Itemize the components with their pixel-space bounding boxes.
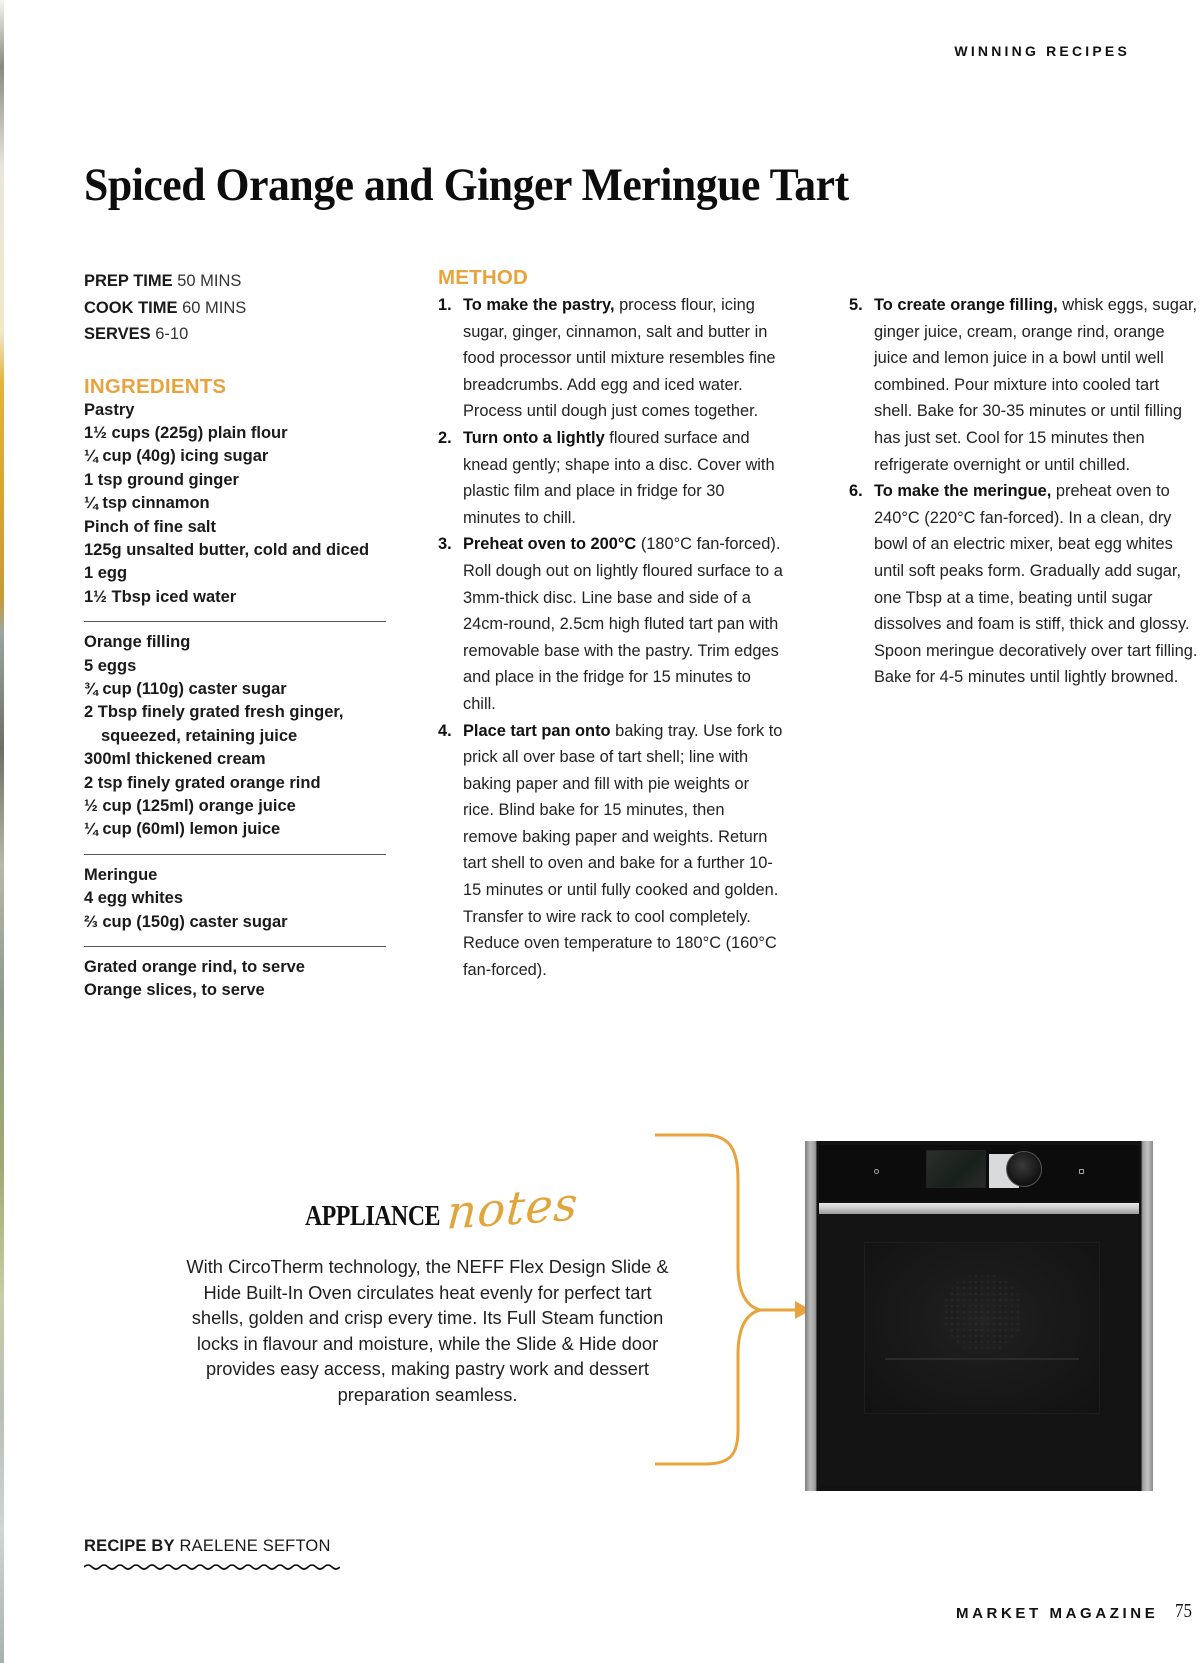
- oven-door: [819, 1214, 1139, 1486]
- oven-knob-icon: [1006, 1151, 1042, 1187]
- ingredient-item: 1 tsp ground ginger: [84, 470, 239, 489]
- ingredient-item: 125g unsalted butter, cold and diced: [84, 540, 370, 559]
- oven-product-image: [805, 1141, 1153, 1491]
- step-text: (180°C fan-forced). Roll dough out on lightly floured surface to a 3mm-thick disc. Line base and side of a 24cm-round, 2.5cm high fluted tart pan with removable base with the pastry. Trim edges and place in the fridge for 15 minutes to chill.: [463, 535, 783, 713]
- cook-time: [84, 295, 384, 322]
- appliance-notes-title: [305, 1176, 625, 1245]
- serves: [84, 321, 384, 348]
- method-step: [438, 718, 783, 984]
- method-heading: METHOD: [438, 266, 529, 289]
- oven-button-icon: [874, 1169, 879, 1174]
- step-text: process flour, icing sugar, ginger, cinnamon, salt and butter in food processor until mixture resembles fine breadcrumbs. Add egg and iced water. Process until dough just comes together.: [463, 296, 776, 421]
- prep-time-value: 50 MINS: [177, 272, 242, 290]
- method-step: [438, 292, 783, 425]
- divider: [84, 621, 386, 622]
- step-lead: To create orange filling,: [874, 296, 1058, 314]
- section-label: WINNING RECIPES: [954, 43, 1130, 59]
- ingredient-item: 2 tsp finely grated orange rind: [84, 773, 321, 792]
- ingredient-item: 5 eggs: [84, 656, 137, 675]
- curly-brace-arrow-icon: [655, 1130, 815, 1470]
- method-steps: [849, 292, 1200, 691]
- prep-time-label: PREP TIME: [84, 272, 173, 290]
- magazine-name: MARKET MAGAZINE: [956, 1605, 1159, 1622]
- step-lead: Place tart pan onto: [463, 721, 611, 740]
- ingredient-item: 1½ cups (225g) plain flour: [84, 423, 288, 442]
- page-number: 75: [1175, 1600, 1192, 1622]
- ingredient-item: Orange slices, to serve: [84, 981, 265, 1000]
- ingredient-item: 300ml thickened cream: [84, 750, 266, 769]
- step-number: 1.: [438, 296, 452, 314]
- cook-time-value: 60 MINS: [182, 298, 247, 317]
- appliance-word: APPLIANCE: [305, 1200, 441, 1232]
- divider: [84, 854, 386, 855]
- ingredient-group-title: Pastry: [84, 400, 135, 419]
- oven-button-icon: [1079, 1169, 1084, 1174]
- ingredient-item: Pinch of fine salt: [84, 517, 217, 536]
- step-lead: To make the meringue,: [874, 482, 1052, 501]
- ingredient-group-meringue: [84, 864, 384, 934]
- step-text: whisk eggs, sugar, ginger juice, cream, orange rind, orange juice and lemon juice in a bowl until well combined. Pour mixture into cooled tart shell. Bake for 30-35 minutes or until filling has just set. Cool for 15 minutes then refrigerate overnight or until chilled.: [874, 296, 1198, 474]
- appliance-notes-body: With CircoTherm technology, the NEFF Flex Design Slide & Hide Built-In Oven circulates heat evenly for perfect tart shells, golden and crisp every time. Its Full Steam function locks in flavour and moisture, while the Slide & Hide door provides easy access, making pastry work and dessert preparation seamless.: [186, 1256, 669, 1405]
- ingredient-item: 1 egg: [84, 564, 128, 583]
- step-lead: Preheat oven to 200°C: [463, 535, 637, 554]
- ingredient-item: ¾ cup (110g) caster sugar: [84, 679, 287, 698]
- method-column-2: [849, 265, 1200, 691]
- recipe-author: RAELENE SEFTON: [179, 1537, 331, 1555]
- step-number: 3.: [438, 535, 452, 554]
- recipe-by-label: RECIPE BY: [84, 1537, 175, 1555]
- oven-display: [926, 1150, 986, 1188]
- method-step: [438, 531, 783, 717]
- ingredient-item: Grated orange rind, to serve: [84, 958, 305, 977]
- oven-rack: [885, 1358, 1079, 1360]
- ingredient-item: ¼ cup (60ml) lemon juice: [84, 820, 281, 839]
- serves-value: 6-10: [155, 325, 189, 343]
- ingredient-item: ⅔ cup (150g) caster sugar: [84, 912, 288, 931]
- ingredient-group-title: Orange filling: [84, 633, 191, 652]
- ingredient-item: ¼ tsp cinnamon: [84, 494, 210, 513]
- oven-window: [864, 1242, 1100, 1414]
- ingredient-group-pastry: [84, 399, 384, 610]
- ingredient-item: 4 egg whites: [84, 889, 184, 908]
- step-lead: Turn onto a lightly: [463, 428, 605, 447]
- method-column-1: [438, 265, 783, 983]
- ingredient-group-orange-filling: [84, 631, 384, 842]
- notes-script-word: notes: [445, 1176, 581, 1240]
- serves-label: SERVES: [84, 325, 151, 343]
- ingredient-item: squeezed, retaining juice: [101, 726, 298, 745]
- step-number: 4.: [438, 721, 452, 740]
- step-text: preheat oven to 240°C (220°C fan-forced). In a clean, dry bowl of an electric mixer, beat egg whites until soft peaks form. Gradually add sugar, one Tbsp at a time, beating until sugar dissolves and foam is stiff, thick and glossy. Spoon meringue decoratively over tart filling. Bake for 4-5 minutes until lightly browned.: [874, 482, 1198, 687]
- method-step: [849, 292, 1200, 478]
- oven-control-panel: [819, 1145, 1139, 1201]
- prep-time: [84, 268, 384, 295]
- oven-handle: [819, 1203, 1139, 1214]
- method-step: [438, 425, 783, 531]
- step-number: 5.: [849, 296, 863, 314]
- method-step: [849, 478, 1200, 691]
- step-text: floured surface and knead gently; shape into a disc. Cover with plastic film and place in fridge for 30 minutes to chill.: [463, 428, 775, 527]
- ingredient-item: 2 Tbsp finely grated fresh ginger,: [84, 703, 344, 722]
- step-text: baking tray. Use fork to prick all over base of tart shell; line with baking paper and fill with pie weights or rice. Blind bake for 15 minutes, then remove baking paper and weights. Return tart shell to oven and bake for a further 10-15 minutes or until fully cooked and golden. Transfer to wire rack to cool completely. Reduce oven temperature to 180°C (160°C fan-forced).: [463, 721, 783, 979]
- ingredient-item: ½ cup (125ml) orange juice: [84, 797, 296, 815]
- oven-fan-icon: [943, 1273, 1023, 1353]
- divider: [84, 946, 386, 947]
- adjacent-page-edge: [0, 0, 4, 1663]
- step-number: 2.: [438, 428, 452, 447]
- step-number: 6.: [849, 482, 863, 501]
- ingredient-item: ¼ cup (40g) icing sugar: [84, 447, 269, 466]
- ingredients-column: [84, 268, 384, 1003]
- method-steps: [438, 292, 783, 983]
- recipe-credit: [84, 1537, 331, 1556]
- cook-time-label: COOK TIME: [84, 298, 178, 317]
- ingredient-group-to-serve: [84, 956, 384, 1003]
- wavy-underline-icon: [84, 1562, 340, 1572]
- ingredients-heading: INGREDIENTS: [84, 374, 227, 398]
- ingredient-group-title: Meringue: [84, 865, 158, 884]
- page-title: Spiced Orange and Ginger Meringue Tart: [84, 159, 849, 211]
- step-lead: To make the pastry,: [463, 296, 615, 314]
- ingredient-item: 1½ Tbsp iced water: [84, 587, 237, 606]
